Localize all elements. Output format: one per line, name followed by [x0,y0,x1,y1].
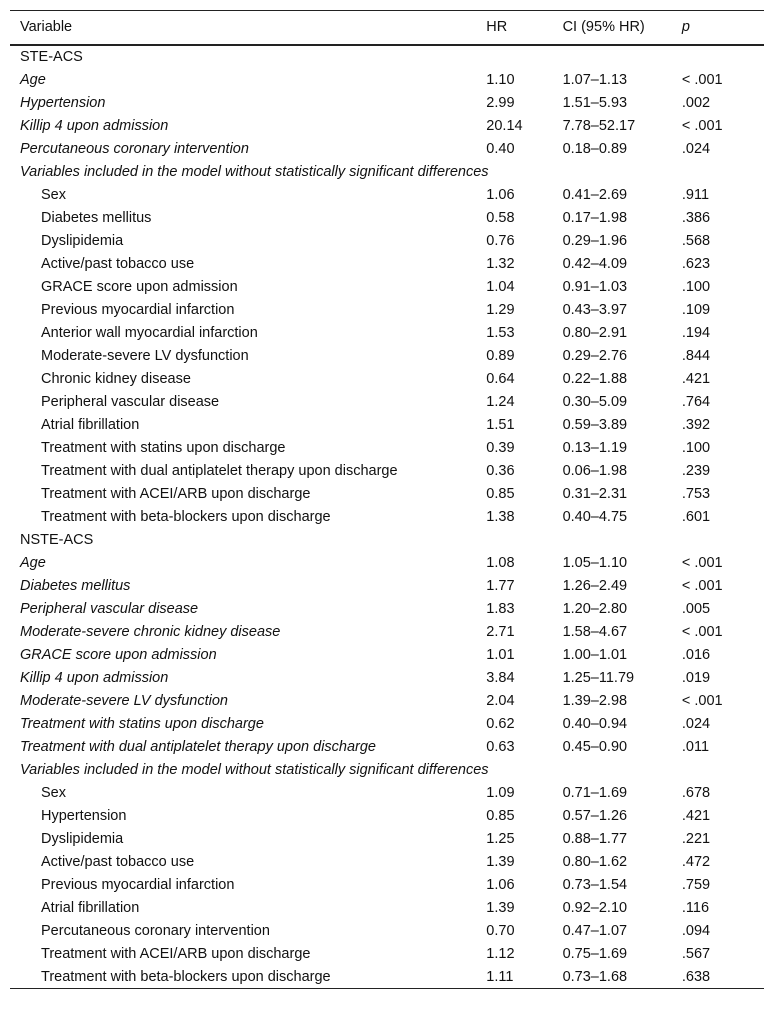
hr-cell: 0.70 [486,923,515,939]
table-row [10,345,764,368]
hr-cell: 0.76 [486,233,515,249]
variable-cell: Killip 4 upon admission [20,670,169,686]
variable-cell: Moderate-severe chronic kidney disease [20,624,281,640]
hr-cell: 1.04 [486,279,515,295]
variable-cell: Peripheral vascular disease [20,601,199,617]
ci-cell: 0.17–1.98 [562,210,628,226]
table-row [10,713,764,736]
ci-cell: 0.06–1.98 [562,463,628,479]
hr-cell: 20.14 [486,118,523,134]
variable-cell: Sex [41,187,66,203]
table-row [10,437,764,460]
variable-cell: Moderate-severe LV dysfunction [20,693,228,709]
table-row [10,690,764,713]
p-value-cell: .911 [681,187,710,203]
ci-cell: 0.40–0.94 [562,716,628,732]
p-value-cell: .100 [681,279,711,295]
p-value-cell: .116 [681,900,710,916]
ci-cell: 1.26–2.49 [562,578,628,594]
table-header [10,11,764,45]
p-value-cell: < .001 [681,693,723,709]
variable-cell: Killip 4 upon admission [20,118,169,134]
table-body [10,45,764,989]
hr-cell: 0.36 [486,463,515,479]
hr-cell: 1.10 [486,72,515,88]
hr-cell: 1.25 [486,831,515,847]
variable-cell: Treatment with dual antiplatelet therapy upon discharge [41,463,398,479]
hr-cell: 1.09 [486,785,515,801]
variable-cell: Atrial fibrillation [41,417,140,433]
variable-cell: Dyslipidemia [41,831,124,847]
ci-cell: 0.80–1.62 [562,854,628,870]
hazard-ratio-table-container [10,10,764,989]
table-row [10,621,764,644]
variable-cell: Previous myocardial infarction [41,302,235,318]
variable-cell: Treatment with statins upon discharge [20,716,264,732]
hazard-ratio-table [10,10,764,989]
table-row [10,736,764,759]
table-row [10,414,764,437]
p-value-cell: .024 [681,141,711,157]
table-row [10,828,764,851]
p-value-cell: < .001 [681,578,723,594]
table-row [10,575,764,598]
table-row [10,184,764,207]
table-row [10,782,764,805]
ci-cell: 0.71–1.69 [562,785,628,801]
p-value-cell: .678 [681,785,711,801]
hr-cell: 0.62 [486,716,515,732]
p-value-cell: .024 [681,716,711,732]
header-ci: CI (95% HR) [563,11,682,45]
hr-cell: 0.39 [486,440,515,456]
ci-cell: 0.59–3.89 [562,417,628,433]
variable-cell: GRACE score upon admission [20,647,217,663]
hr-cell: 1.53 [486,325,515,341]
hr-cell: 0.89 [486,348,515,364]
p-value-cell: .601 [681,509,711,525]
ci-cell: 0.43–3.97 [562,302,628,318]
variable-cell: Hypertension [41,808,127,824]
ci-cell: 0.45–0.90 [562,739,628,755]
p-value-cell: .002 [681,95,711,111]
table-row [10,322,764,345]
table-row [10,943,764,966]
table-row [10,391,764,414]
table-row [10,92,764,115]
p-value-cell: .221 [681,831,711,847]
hr-cell: 1.11 [486,966,562,989]
hr-cell: 2.71 [486,624,515,640]
header-p: p [682,11,764,45]
variable-cell: GRACE score upon admission [41,279,238,295]
variable-cell: Active/past tobacco use [41,256,195,272]
hr-cell: 1.01 [486,647,515,663]
ci-cell: 0.57–1.26 [562,808,628,824]
hr-cell: 2.99 [486,95,515,111]
table-row [10,207,764,230]
ci-cell: 0.41–2.69 [562,187,628,203]
variable-cell: Age [20,72,46,88]
hr-cell: 1.51 [486,417,515,433]
p-value-cell: .194 [681,325,711,341]
table-row [10,299,764,322]
variable-cell: Atrial fibrillation [41,900,140,916]
header-row [10,11,764,45]
variable-cell: Peripheral vascular disease [41,394,220,410]
ci-cell: 1.00–1.01 [562,647,628,663]
hr-cell: 0.58 [486,210,515,226]
table-row [10,552,764,575]
hr-cell: 2.04 [486,693,515,709]
ci-cell: 0.73–1.54 [562,877,628,893]
hr-cell: 1.06 [486,877,515,893]
table-row [10,805,764,828]
table-row [10,966,764,989]
ci-cell: 1.58–4.67 [562,624,628,640]
p-value-cell: < .001 [681,72,723,88]
variable-cell: Active/past tobacco use [41,854,195,870]
p-value-cell: .019 [681,670,711,686]
hr-cell: 1.38 [486,509,515,525]
hr-cell: 1.06 [486,187,515,203]
hr-cell: 1.32 [486,256,515,272]
section-title: STE-ACS [20,49,83,65]
header-hr: HR [486,11,562,45]
ci-cell: 0.13–1.19 [562,440,628,456]
ci-cell: 0.73–1.68 [563,966,682,989]
table-row [10,920,764,943]
variable-cell: Percutaneous coronary intervention [41,923,270,939]
ci-cell: 0.40–4.75 [562,509,628,525]
header-variable: Variable [10,11,486,45]
ci-cell: 0.42–4.09 [562,256,628,272]
p-value-cell: .016 [681,647,711,663]
ci-cell: 1.51–5.93 [562,95,628,111]
variable-cell: Percutaneous coronary intervention [20,141,249,157]
ci-cell: 0.47–1.07 [562,923,628,939]
note-row [10,161,764,184]
variable-cell: Age [20,555,46,571]
table-row [10,644,764,667]
ci-cell: 0.75–1.69 [562,946,628,962]
hr-cell: 3.84 [486,670,515,686]
hr-cell: 1.24 [486,394,515,410]
hr-cell: 0.85 [486,808,515,824]
ci-cell: 0.30–5.09 [562,394,628,410]
table-row [10,851,764,874]
p-value-cell: .753 [681,486,711,502]
note-text: Variables included in the model without statistically significant differences [20,762,489,778]
hr-cell: 1.29 [486,302,515,318]
table-row [10,138,764,161]
variable-cell: Dyslipidemia [41,233,124,249]
hr-cell: 1.12 [486,946,515,962]
ci-cell: 0.80–2.91 [562,325,628,341]
table-row [10,368,764,391]
p-value-cell: .421 [681,808,711,824]
ci-cell: 0.91–1.03 [562,279,628,295]
hr-cell: 1.39 [486,900,515,916]
hr-cell: 1.39 [486,854,515,870]
variable-cell: Diabetes mellitus [20,578,131,594]
p-value-cell: .386 [681,210,711,226]
variable-cell: Hypertension [20,95,106,111]
table-row [10,506,764,529]
p-value-cell: .638 [682,966,764,989]
p-value-cell: .392 [681,417,711,433]
ci-cell: 1.25–11.79 [562,670,635,686]
note-text: Variables included in the model without statistically significant differences [20,164,489,180]
table-row [10,253,764,276]
table-row [10,897,764,920]
ci-cell: 7.78–52.17 [562,118,636,134]
p-value-cell: < .001 [681,624,723,640]
table-row [10,874,764,897]
section-header-row [10,529,764,552]
p-value-cell: .623 [681,256,711,272]
p-value-cell: .844 [681,348,711,364]
ci-cell: 0.22–1.88 [562,371,628,387]
p-value-cell: .759 [681,877,711,893]
p-value-cell: .568 [681,233,711,249]
variable-cell: Treatment with statins upon discharge [41,440,286,456]
variable-cell: Moderate-severe LV dysfunction [41,348,249,364]
hr-cell: 0.63 [486,739,515,755]
ci-cell: 0.92–2.10 [562,900,628,916]
variable-cell: Chronic kidney disease [41,371,191,387]
hr-cell: 1.08 [486,555,515,571]
hr-cell: 1.83 [486,601,515,617]
p-value-cell: .239 [681,463,711,479]
variable-cell: Sex [41,785,66,801]
p-value-cell: .421 [681,371,711,387]
p-value-cell: .011 [681,739,710,755]
table-row [10,483,764,506]
table-row [10,115,764,138]
p-value-cell: .472 [681,854,711,870]
section-header-row [10,45,764,69]
ci-cell: 0.31–2.31 [562,486,628,502]
variable-cell: Previous myocardial infarction [41,877,235,893]
hr-cell: 0.40 [486,141,515,157]
ci-cell: 1.39–2.98 [562,693,628,709]
p-value-cell: < .001 [681,118,723,134]
p-value-cell: .094 [681,923,711,939]
ci-cell: 0.29–2.76 [562,348,628,364]
variable-cell: Treatment with beta-blockers upon discharge [10,966,486,989]
table-row [10,230,764,253]
ci-cell: 0.29–1.96 [562,233,628,249]
p-value-cell: .100 [681,440,711,456]
hr-cell: 0.64 [486,371,515,387]
ci-cell: 1.05–1.10 [562,555,628,571]
hr-cell: 0.85 [486,486,515,502]
section-title: NSTE-ACS [20,532,94,548]
table-row [10,276,764,299]
variable-cell: Treatment with beta-blockers upon discharge [41,509,331,525]
p-value-cell: .005 [681,601,711,617]
variable-cell: Treatment with ACEI/ARB upon discharge [41,946,311,962]
ci-cell: 0.88–1.77 [562,831,628,847]
table-row [10,460,764,483]
table-row [10,667,764,690]
table-row [10,69,764,92]
p-value-cell: < .001 [681,555,723,571]
ci-cell: 1.07–1.13 [562,72,628,88]
p-value-cell: .567 [681,946,711,962]
variable-cell: Treatment with dual antiplatelet therapy upon discharge [20,739,377,755]
ci-cell: 1.20–2.80 [562,601,628,617]
table-row [10,598,764,621]
variable-cell: Diabetes mellitus [41,210,152,226]
note-row [10,759,764,782]
p-value-cell: .764 [681,394,711,410]
p-value-cell: .109 [681,302,711,318]
ci-cell: 0.18–0.89 [562,141,628,157]
variable-cell: Anterior wall myocardial infarction [41,325,258,341]
hr-cell: 1.77 [486,578,515,594]
variable-cell: Treatment with ACEI/ARB upon discharge [41,486,311,502]
